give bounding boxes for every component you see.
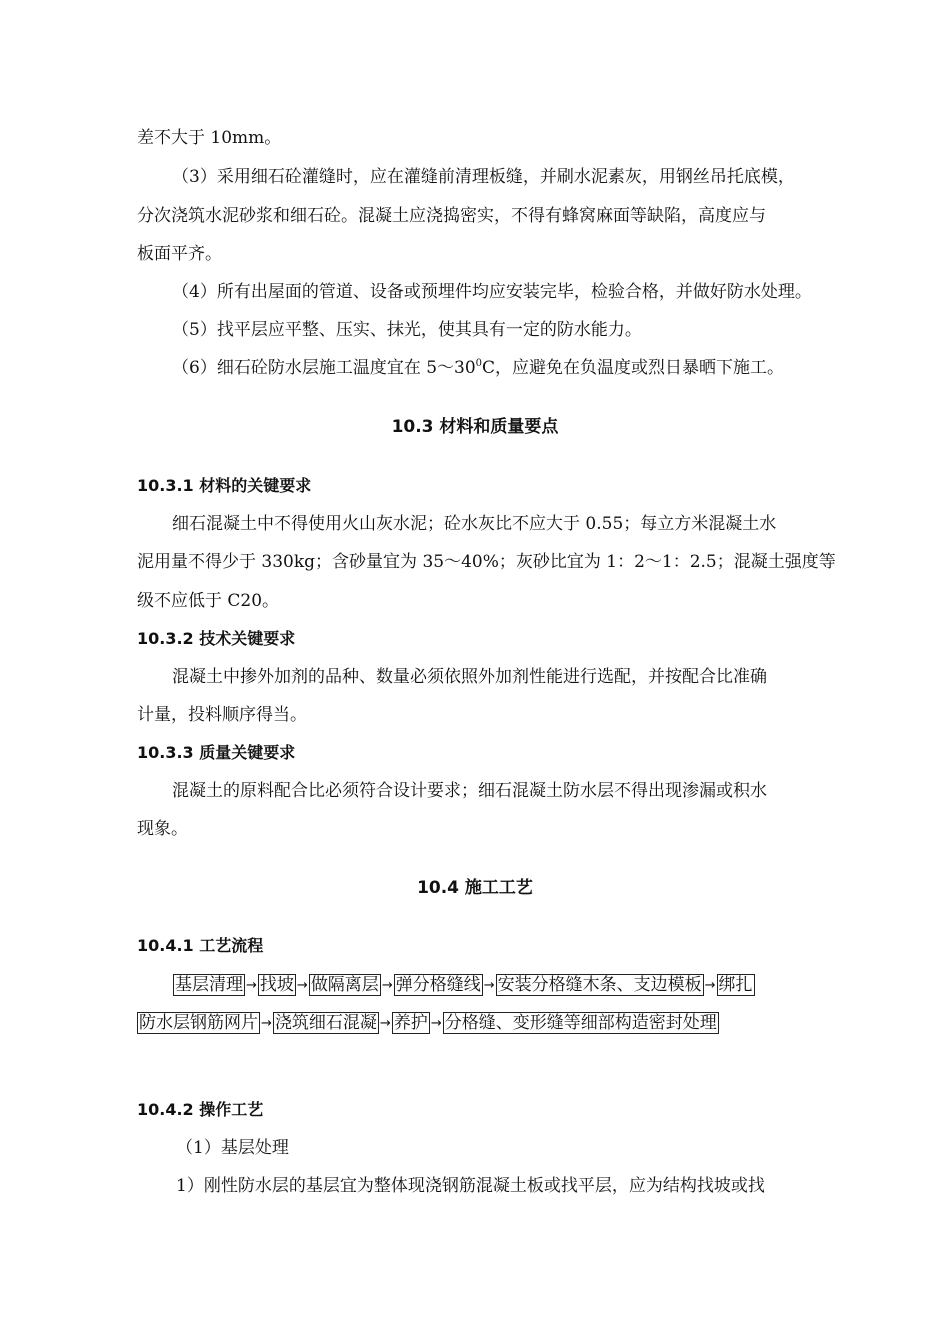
flow-arrow: → [246,978,257,993]
text-span: C，应避免在负温度或烈日暴晒下施工。 [482,358,785,378]
paragraph-line: 混凝土的原料配合比必须符合设计要求；细石混凝土防水层不得出现渗漏或积水 [172,781,767,801]
flow-step-box: 基层清理 [175,975,243,995]
process-flow-row [173,974,755,996]
flow-step-box: 绑扎 [718,975,753,995]
flow-arrow: → [381,978,393,993]
paragraph-line: 级不应低于 C20。 [137,591,280,611]
flow-step-box: 找坡 [259,975,294,995]
subsection-heading: 10.4.1 工艺流程 [137,936,264,955]
paragraph-line: （3）采用细石砼灌缝时，应在灌缝前清理板缝，并刷水泥素灰，用钢丝吊托底模， [172,167,795,187]
subsection-heading: 10.3.1 材料的关键要求 [137,476,312,495]
flow-step-box: 分格缝、变形缝等细部构造密封处理 [444,1013,717,1033]
flow-step-box: 浇筑细石混凝 [274,1013,377,1033]
subsection-heading: 10.3.2 技术关键要求 [137,629,296,648]
flow-arrow: → [704,978,716,993]
paragraph-line: 计量，投料顺序得当。 [137,705,307,725]
flow-arrow: → [261,1016,272,1031]
flow-arrow: → [483,978,495,993]
process-flow-row [137,1012,719,1034]
flow-step-box: 养护 [393,1013,428,1033]
flow-arrow: → [430,1016,442,1031]
paragraph-line: （4）所有出屋面的管道、设备或预埋件均应安装完毕，检验合格，并做好防水处理。 [172,282,812,302]
paragraph-line: 细石混凝土中不得使用火山灰水泥；砼水灰比不应大于 0.55；每立方米混凝土水 [172,514,777,534]
paragraph-line: 差不大于 10mm。 [137,128,282,148]
subsection-heading: 10.3.3 质量关键要求 [137,743,296,762]
paragraph-line: 混凝土中掺外加剂的品种、数量必须依照外加剂性能进行选配，并按配合比准确 [172,667,767,687]
paragraph-line: 泥用量不得少于 330kg；含砂量宜为 35～40%；灰砂比宜为 1：2～1：2.5；混凝土强度等 [137,552,836,572]
paragraph-line: （5）找平层应平整、压实、抹光，使其具有一定的防水能力。 [172,320,642,340]
flow-arrow: → [296,978,308,993]
paragraph-line: 1）刚性防水层的基层宜为整体现浇钢筋混凝土板或找平层，应为结构找坡或找 [176,1176,765,1196]
flow-step-box: 做隔离层 [310,975,379,995]
flow-step-box: 安装分格缝木条、支边模板 [497,975,702,995]
flow-arrow: → [379,1016,391,1031]
superscript: 0 [475,358,483,369]
text-span: （6）细石砼防水层施工温度宜在 5～30 [172,358,476,378]
paragraph-line [172,357,784,379]
section-title: 10.4 施工工艺 [417,878,533,898]
paragraph-line: （1）基层处理 [176,1138,289,1158]
paragraph-line: 板面平齐。 [137,244,222,264]
flow-step-box: 弹分格缝线 [395,975,481,995]
paragraph-line: 分次浇筑水泥砂浆和细石砼。混凝土应浇捣密实，不得有蜂窝麻面等缺陷，高度应与 [137,206,766,226]
section-title: 10.3 材料和质量要点 [391,417,559,437]
flow-step-box: 防水层钢筋网片 [139,1013,258,1033]
subsection-heading: 10.4.2 操作工艺 [137,1100,264,1119]
paragraph-line: 现象。 [137,819,188,839]
